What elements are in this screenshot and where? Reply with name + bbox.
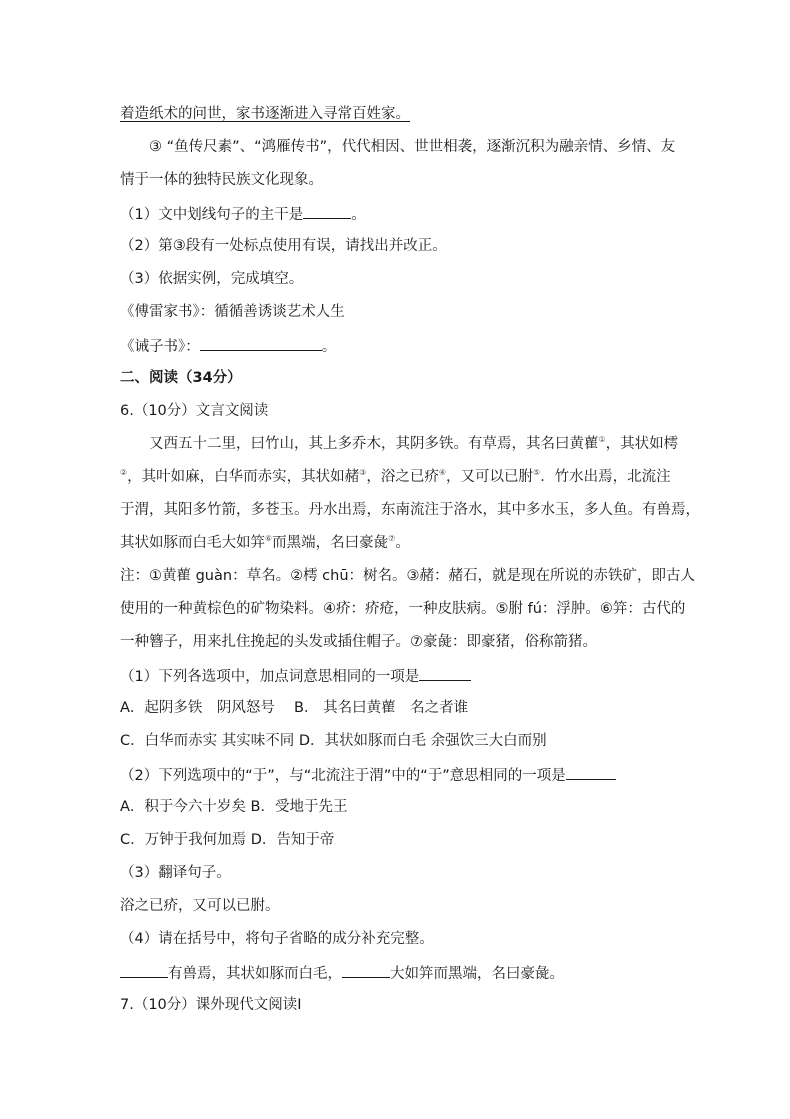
answer-blank[interactable] bbox=[566, 764, 616, 780]
section-title: 二、阅读（34分） bbox=[120, 370, 242, 386]
answer-blank[interactable] bbox=[419, 665, 471, 681]
question-6-heading: 6.（10分）文言文阅读 bbox=[120, 403, 269, 419]
subquestion-1-options-ab: A．起阴多铁 阴风怒号 B． 其名曰黄雚 名之者谁 bbox=[120, 700, 469, 716]
question-2: （2）第③段有一处标点使用有误，请找出并改正。 bbox=[120, 238, 447, 254]
answer-blank[interactable] bbox=[200, 335, 322, 351]
subquestion-1: （1）下列各选项中，加点词意思相同的一项是 bbox=[120, 665, 471, 687]
subquestion-4-sentence: 有兽焉，其状如豚而白毛， 大如笄而黑端，名曰豪彘。 bbox=[120, 962, 564, 984]
answer-blank[interactable] bbox=[303, 203, 351, 219]
example-1: 《傅雷家书》：循循善诱谈艺术人生 bbox=[120, 304, 345, 320]
question-7-heading: 7.（10分）课外现代文阅读Ⅰ bbox=[120, 997, 302, 1013]
subquestion-1-options-cd: C．白华而赤实 其实味不同 D．其状如豚而白毛 余强饮三大白而别 bbox=[120, 733, 547, 749]
answer-blank[interactable] bbox=[120, 962, 168, 978]
paragraph-3-line-2: 情于一体的独特民族文化现象。 bbox=[120, 172, 323, 188]
note-line-2: 使用的一种黄棕色的矿物染料。④疥：疥疮，一种皮肤病。⑤胕 fú：浮肿。⑥笄：古代的 bbox=[120, 601, 686, 617]
example-2: 《诫子书》： 。 bbox=[120, 335, 336, 357]
subquestion-3: （3）翻译句子。 bbox=[120, 865, 231, 881]
question-1: （1）文中划线句子的主干是 。 bbox=[120, 203, 366, 225]
underlined-sentence: 着造纸术的问世，家书逐渐进入寻常百姓家。 bbox=[120, 106, 410, 122]
subquestion-2: （2）下列选项中的“于”，与“北流注于渭”中的“于”意思相同的一项是 bbox=[120, 764, 616, 786]
subquestion-4: （4）请在括号中，将句子省略的成分补充完整。 bbox=[120, 931, 434, 947]
question-3: （3）依据实例，完成填空。 bbox=[120, 271, 304, 287]
passage-line-4: 其状如豚而白毛大如笄⑥而黑端，名曰豪彘⑦。 bbox=[120, 534, 410, 551]
paragraph-3-line-1: ③ “鱼传尺素”、“鸿雁传书”，代代相因、世世相袭，逐渐沉积为融亲情、乡情、友 bbox=[149, 139, 676, 155]
subquestion-3-sentence: 浴之已疥，又可以已胕。 bbox=[120, 898, 280, 914]
subquestion-2-options-ab: A．积于今六十岁矣 B．受地于先王 bbox=[120, 799, 348, 815]
note-line-1: 注：①黄雚 guàn：草名。②樗 chū：树名。③赭：赭石，就是现在所说的赤铁矿，即古人 bbox=[120, 568, 696, 584]
answer-blank[interactable] bbox=[342, 962, 390, 978]
note-line-3: 一种簪子，用来扎住挽起的头发或插住帽子。⑦豪彘：即豪猪，俗称箭猪。 bbox=[120, 634, 597, 650]
passage-line-2: ②，其叶如麻，白华而赤实，其状如赭③，浴之已疥④，又可以已胕⑤．竹水出焉，北流注 bbox=[120, 468, 671, 485]
passage-line-3: 于渭，其阳多竹箭，多苍玉。丹水出焉，东南流注于洛水，其中多水玉，多人鱼。有兽焉， bbox=[120, 502, 700, 518]
subquestion-2-options-cd: C．万钟于我何加焉 D．告知于帝 bbox=[120, 832, 335, 848]
passage-line-1: 又西五十二里，曰竹山，其上多乔木，其阴多铁。有草焉，其名曰黄雚①，其状如樗 bbox=[149, 435, 679, 452]
